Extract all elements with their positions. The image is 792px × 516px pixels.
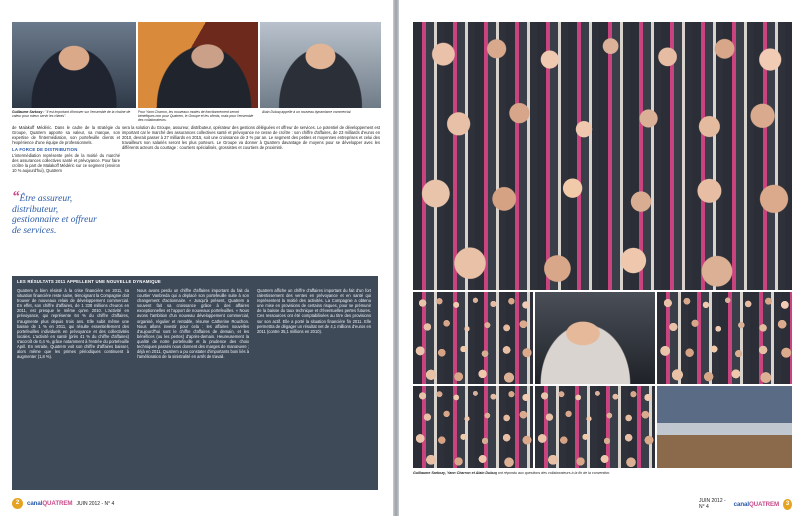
photo-yann-charron [138,22,258,108]
sidebar-heading: LES RÉSULTATS 2011 APPELLENT UNE NOUVELLE DYNAMIQUE [17,279,161,284]
photo-audience-grid-1 [413,292,533,384]
photo-audience-grid-2 [657,292,792,384]
pull-quote: “Être assureur, distributeur, gestionnaire et offreur de services. [12,189,97,236]
photo-speaker-microphone [535,292,655,384]
sidebar-col-1: Quatrem a bien résisté à la crise financière en 2011, sa situation financière reste saine, témoignant la Compagnie doit trouver de nouveaux relais de développement commercial. En effet, son chiffre d'affaires, de 1 338 millions d'euros en 2011, est presque le même qu'en 2010. L'activité en prévoyance, qui représente 64 % du chiffre d'affaires, n'augmente plus depuis trois ans. Elle subit même une baisse de 1 % en 2011, qui résulte essentiellement des portefeuilles individuels en prévoyance et des collectivités locales. L'activité en santé (près 41 % du chiffre d'affaires) s'accroît de 0,4 %, grâce notamment à l'entrée du portefeuille April. En retraite, Quatrem voit son chiffre d'affaires baisser, alors même que les primes périodiques continuent à augmenter (1,8 %). [17,288,129,360]
sidebar-col-2: Nous avons perdu un chiffre d'affaires important du fait du courtier Vanbreda qui a déplacé son portefeuille suite à son changement d'actionnaire. « Jusqu'à présent, Quatrem a souvent fait sa croissance grâce à des affaires exceptionnelles et l'apport de nouveaux portefeuilles. « Nous avons l'ambition d'un nouveau développement commercial, organisé, régulier et rentable, résume Catherine Rouchon. Nous allons investir pour cela : les affaires nouvelles d'aujourd'hui sont le chiffre d'affaires de demain, et les bénéfices (ou les pertes) d'après-demain. Heureusement la qualité de notre portefeuille et la prudence des choix techniques passés nous donnent des marges de manœuvre ; déjà en 2011, Quatrem a pu constater d'importants boni liés à l'amélioration de la sinistralité en arrêt de travail. [137,288,249,360]
photo-audience-grid-4 [535,386,655,468]
right-page [399,0,792,516]
market-paragraph: sera la solution du Groupe, assureur, distributeur, opérateur des gestions déléguées et offreur de services. Le potentiel de développement est important car le marché des assurances collectives santé et prévoyance ne cesse de croître : son chiffre d'affaires, de 23 milliards d'euros en 2010, devrait passer à 27 milliards en 2015, soit une croissance de 3 % par an. Le segment des petites et moyennes entreprises et celui des travailleurs non salariés seront les plus porteurs. Le Groupe va donner à Quatrem davantage de moyens pour se développer avec les différents acteurs du courtage : courtiers spécialisés, grossistes et courtiers de proximité. [122,125,380,151]
issue-label-right: JUIN 2012 - N° 4 [699,498,726,510]
page-number: 2 [12,498,23,509]
quote-mark-icon: “ [12,189,20,205]
canal-quatrem-logo-right: canalQUATREM [733,500,780,508]
left-page [0,0,393,516]
photo-audience-grid-3 [413,386,533,468]
distribution-paragraph: L'intermédiation représente près de la moitié du marché des assurances collectives santé et prévoyance. Pour faire croître la part de Malakoff Médéric sur ce segment (environ 10 % aujourd'hui), Quatrem [12,152,120,174]
photo-caption-1: Guillaume Sarkozy : "Il est important d'innover sur l'ensemble de la chaîne de valeur pour mieux servir les clients". [12,110,131,119]
section-heading-distribution: LA FORCE DE DISTRIBUTION [12,146,78,152]
photo-caption-2: Pour Yann Charron, les nouveaux modes de fonctionnement seront bénéfiques non pour Quatrem, le Groupe et les clients, mais pour l'ensemble des collaborateurs. [138,110,254,123]
canal-quatrem-logo: canalQUATREM [27,500,73,507]
photo-alain-dubuq [260,22,381,108]
photo-caption-3: Alain Dubuq appelle à un nouveau dynamisme commercial. [262,110,352,114]
intro-paragraph: de Malakoff Médéric. Dans le cadre de la stratégie du Groupe, Quatrem apporte sa valeur, sa marque, son expertise de l'intermédiation, son portefeuille clients et l'expérience d'une équipe de professionnels. [12,125,120,146]
left-footer [12,498,114,509]
photo-guillaume-sarkozy [12,22,136,108]
left-column-2 [122,125,380,152]
photo-stage-panel [657,386,792,468]
page-number-right: 3 [783,499,792,510]
right-footer [699,498,792,510]
sidebar-col-3: Quatrem affiche un chiffre d'affaires important du fait d'un fort ralentissement des ventes en prévoyance et en santé qui représentent la moitié des activités. La Compagnie a obtenu une mise en provisions de certains risques, pour se prémunir de la baisse du taux technique et d'éventuelles pertes futures. Ces ressources ont été comptabilisées au titre des provisions sur son actif. Elle a porté la situation financière fin 2011. Elle permettra de dégager un résultat net de 4,1 millions d'euros en 2011 (contre 35,1 millions en 2010). [257,288,371,334]
left-column-1 [12,125,120,175]
issue-label: JUIN 2012 - N° 4 [76,500,115,507]
right-photo-caption: Guillaume Sarkozy, Yann Charron et Alain Dubuq ont répondu aux questions des collaborateurs à la fin de la convention. [413,471,611,475]
photo-audience-large [413,22,792,290]
results-sidebar [12,276,378,490]
